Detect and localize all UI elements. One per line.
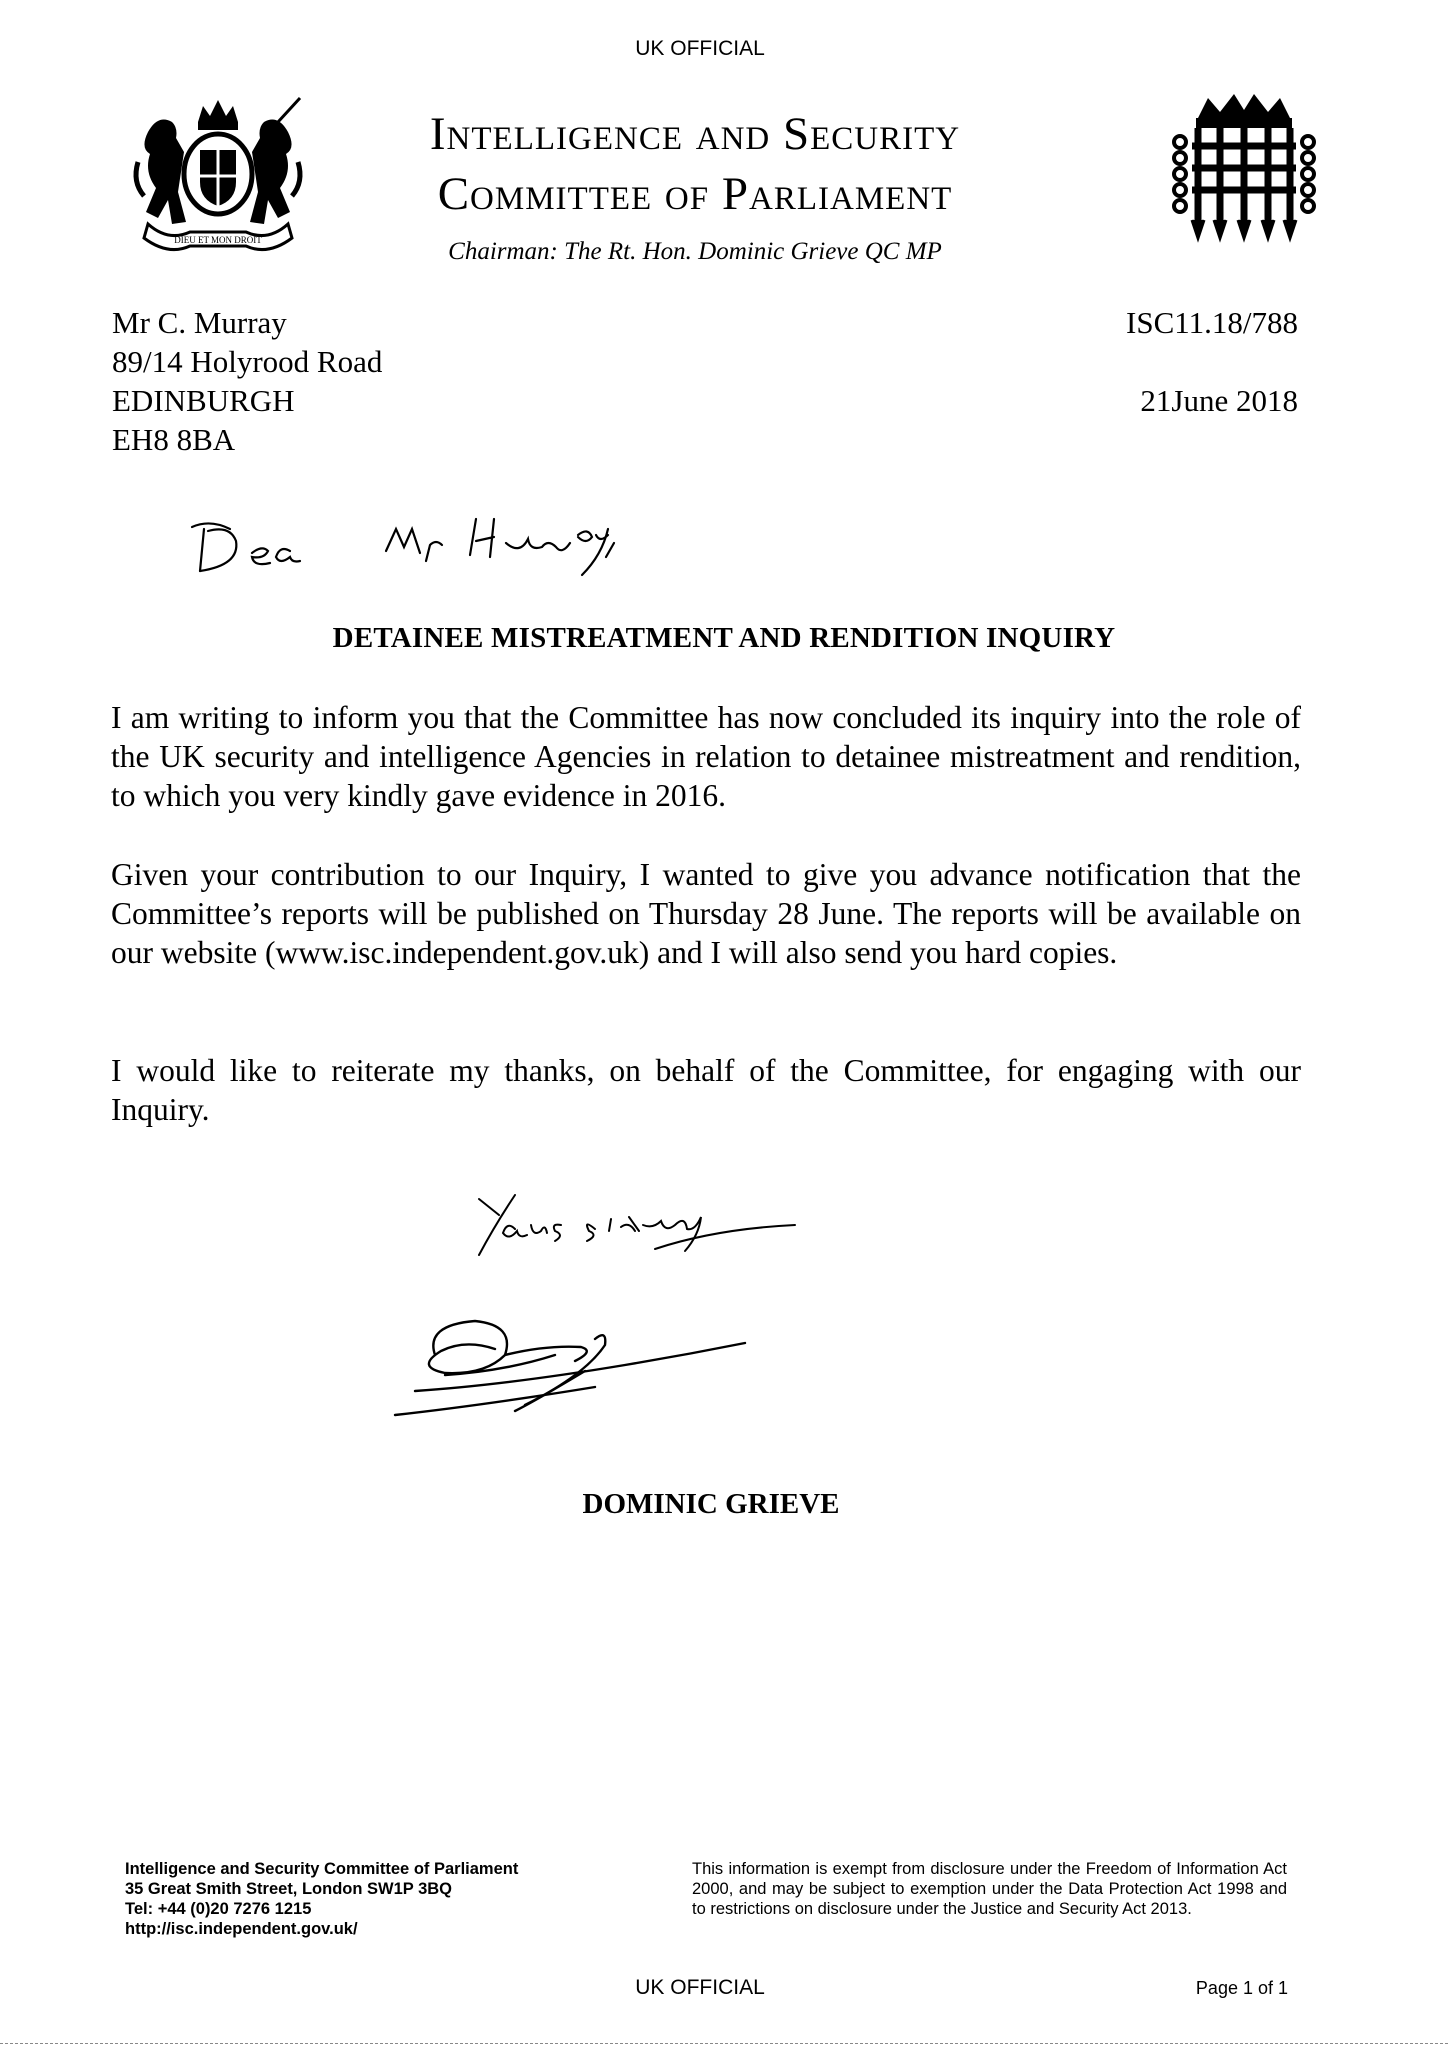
crest-motto: DIEU ET MON DROIT [174,235,262,245]
handwritten-signature [385,1295,885,1455]
classification-header: UK OFFICIAL [635,37,765,60]
letterhead-line-2: Committee of Parliament [437,168,953,220]
chairman-line: Chairman: The Rt. Hon. Dominic Grieve QC MP [448,238,942,265]
signatory-name: DOMINIC GRIEVE [582,1488,840,1520]
letter-date: 21June 2018 [1140,383,1298,418]
footer-contact-line: Intelligence and Security Committee of Parliament [125,1860,519,1878]
body-paragraph: I would like to reiterate my thanks, on behalf of the Committee, for engaging with our Inquiry. [111,1053,1301,1127]
recipient-address [112,303,382,459]
reference-number: ISC11.18/788 [1126,305,1298,340]
handwritten-salutation [190,505,630,585]
classification-footer: UK OFFICIAL [635,1976,765,1999]
handwritten-closing [475,1185,815,1265]
address-line: EH8 8BA [112,422,236,457]
footer-contact [125,1859,518,1939]
footer-disclaimer: This information is exempt from disclosure under the Freedom of Information Act 2000, and may be subject to exemption under the Data Protection Act 1998 and to restrictions on disclosure under the Justice and Security Act 2013. [692,1860,1287,1918]
royal-coat-of-arms-icon [128,92,308,262]
footer-contact-line: 35 Great Smith Street, London SW1P 3BQ [125,1880,453,1898]
address-line: Mr C. Murray [112,305,287,340]
footer-website-link[interactable]: http://isc.independent.gov.uk/ [125,1920,358,1938]
page-number: Page 1 of 1 [1195,1978,1288,1998]
footer-contact-line: Tel: +44 (0)20 7276 1215 [125,1900,312,1918]
portcullis-icon [1168,92,1320,244]
address-line: EDINBURGH [112,383,295,418]
body-paragraph: I am writing to inform you that the Committee has now concluded its inquiry into the role of the UK security and intelligence Agencies in relation to detainee mistreatment and rendition, to which you very kindly gave evidence in 2016. [111,700,1301,813]
body-paragraph: Given your contribution to our Inquiry, I wanted to give you advance notification that the Committee’s reports will be published on Thursday 28 June. The reports will be available on our website (www.isc.independent.gov.uk) and I will also send you hard copies. [111,857,1301,970]
letterhead-line-1: Intelligence and Security [429,108,961,160]
address-line: 89/14 Holyrood Road [112,344,383,379]
scan-edge-line [0,2043,1448,2044]
letter-heading: DETAINEE MISTREATMENT AND RENDITION INQUIRY [332,622,1116,654]
